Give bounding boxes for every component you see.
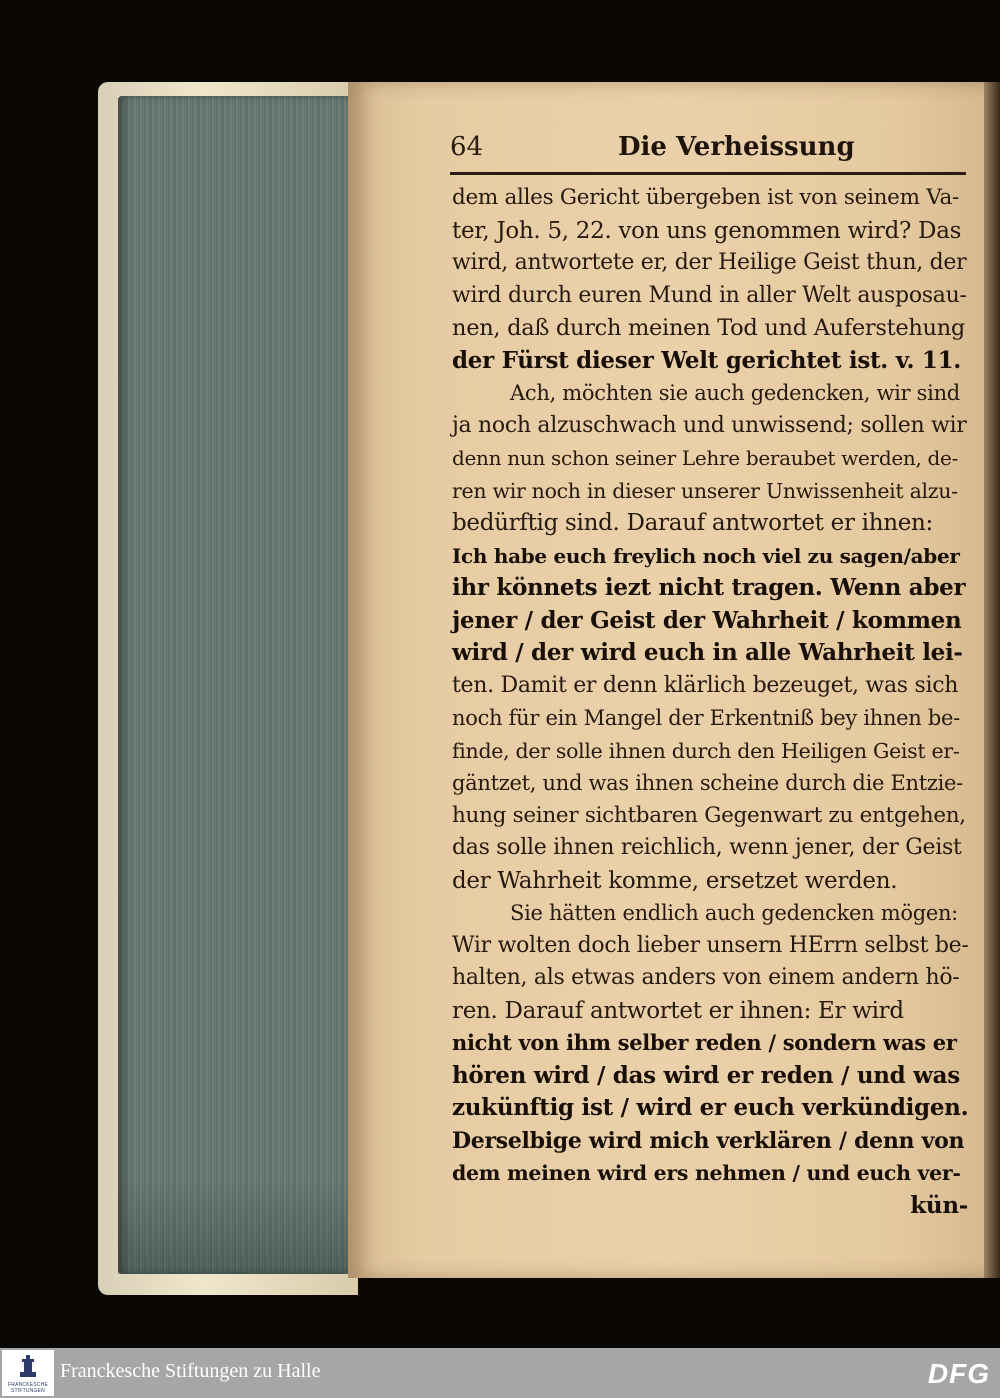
- institution-logo[interactable]: [2, 1350, 54, 1396]
- text-line: zukünftig ist / wird er euch verkündigen.: [452, 1094, 969, 1121]
- text-line: dem alles Gericht übergeben ist von seinem Va-: [452, 185, 959, 210]
- text-line: noch für ein Mangel der Erkentniß bey ihnen be-: [452, 706, 960, 730]
- dfg-logo[interactable]: DFG: [927, 1358, 990, 1389]
- text-line: ren wir noch in dieser unserer Unwissenheit alzu-: [452, 478, 958, 503]
- page-right-edge: [984, 82, 1000, 1278]
- header-rule: [450, 172, 966, 175]
- page-header: [450, 132, 968, 172]
- text-line: kün-: [910, 1191, 968, 1219]
- text-line: denn nun schon seiner Lehre beraubet werden, de-: [452, 446, 959, 470]
- text-line: der Wahrheit komme, ersetzet werden.: [452, 867, 898, 894]
- text-line: ren. Darauf antwortet er ihnen: Er wird: [452, 997, 904, 1024]
- text-line: finde, der solle ihnen durch den Heiligen Geist er-: [452, 738, 960, 763]
- text-line: nen, daß durch meinen Tod und Auferstehung: [452, 315, 966, 341]
- text-line: halten, als etwas anders von einem andern hö-: [452, 965, 960, 990]
- text-line: ihr könnets iezt nicht tragen. Wenn aber: [452, 574, 966, 601]
- body-text: [452, 182, 968, 1222]
- text-line: ten. Damit er denn klärlich bezeuget, was sich: [452, 672, 959, 698]
- text-line: Wir wolten doch lieber unsern HErrn selbst be-: [452, 932, 969, 958]
- text-line: dem meinen wird ers nehmen / und euch ver-: [452, 1161, 961, 1185]
- text-line: ter, Joh. 5, 22. von uns genommen wird? Das: [452, 217, 962, 244]
- text-line: Derselbige wird mich verklären / denn von: [452, 1127, 965, 1154]
- text-line: der Fürst dieser Welt gerichtet ist. v. 11.: [452, 346, 961, 374]
- text-line: nicht von ihm selber reden / sondern was er: [452, 1030, 957, 1055]
- franckesche-emblem-icon: [19, 1355, 37, 1379]
- text-line: jener / der Geist der Wahrheit / kommen: [452, 606, 962, 634]
- text-line: hören wird / das wird er reden / und was: [452, 1061, 960, 1089]
- text-line: Sie hätten endlich auch gedencken mögen:: [510, 901, 958, 925]
- text-line: das solle ihnen reichlich, wenn jener, der Geist: [452, 835, 962, 860]
- text-line: ja noch alzuschwach und unwissend; sollen wir: [452, 412, 967, 438]
- institution-name[interactable]: Franckesche Stiftungen zu Halle: [60, 1360, 321, 1382]
- running-head: Die Verheissung: [618, 132, 855, 162]
- text-line: wird / der wird euch in alle Wahrheit lei-: [452, 639, 963, 666]
- logo-text-line2: STIFTUNGEN: [11, 1388, 45, 1394]
- text-line: wird durch euren Mund in aller Welt ausposau-: [452, 282, 967, 308]
- text-line: bedürftig sind. Darauf antwortet er ihnen:: [452, 510, 934, 536]
- text-line: hung seiner sichtbaren Gegenwart zu entgehen,: [452, 802, 966, 828]
- page-number: 64: [450, 132, 484, 162]
- text-line: gäntzet, und was ihnen scheine durch die Entzie-: [452, 771, 963, 795]
- viewer-footer: [0, 1348, 1000, 1398]
- logo-text: [2, 1382, 54, 1394]
- fore-edge-shadow: [118, 1180, 350, 1274]
- book-fore-edge: [118, 96, 350, 1274]
- text-line: Ach, möchten sie auch gedencken, wir sind: [510, 381, 960, 405]
- text-line: Ich habe euch freylich noch viel zu sagen/aber: [452, 543, 960, 568]
- text-line: wird, antwortete er, der Heilige Geist thun, der: [452, 250, 967, 275]
- logo-text-line1: FRANCKESCHE: [8, 1382, 48, 1388]
